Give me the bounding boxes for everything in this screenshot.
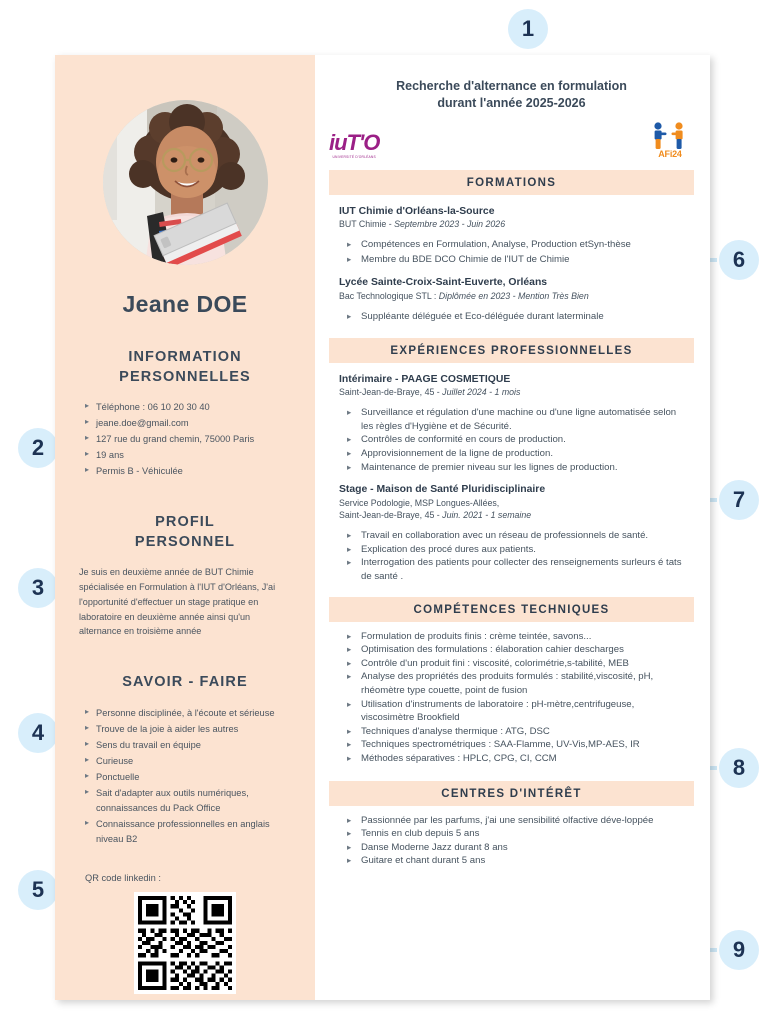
experience-bullets-1	[347, 406, 688, 474]
list-item: ▸ Curieuse	[85, 754, 297, 769]
entry-sub-italic: Juin. 2021 - 1 semaine	[442, 509, 532, 520]
entry-sub-plain2: Saint-Jean-de-Braye, 45 -	[339, 509, 443, 520]
list-item: ▸ Maintenance de premier niveau sur les lignes de production.	[347, 461, 688, 475]
entry-title: Intérimaire - PAAGE COSMETIQUE	[339, 373, 511, 385]
list-item: ▸ Suppléante déléguée et Eco-déléguée durant laterminale	[347, 310, 688, 324]
callout-9: 9	[719, 930, 759, 970]
entry-sub	[339, 218, 688, 230]
sidebar-heading-profile	[73, 513, 297, 552]
list-item: ▸ Permis B - Véhiculée	[85, 464, 297, 479]
entry-title: IUT Chimie d'Orléans-la-Source	[339, 205, 495, 217]
cv-sidebar	[55, 55, 315, 1000]
list-item: ▸ Personne disciplinée, à l'écoute et sérieuse	[85, 706, 297, 721]
list-item: ▸ Ponctuelle	[85, 770, 297, 785]
formations-bullets-2	[347, 310, 688, 324]
list-item: ▸ Trouve de la joie à aider les autres	[85, 722, 297, 737]
entry-sub-italic: Diplômée en 2023 - Mention Très Bien	[438, 290, 589, 301]
list-item: ▸ Optimisation des formulations : élaboration cahier descharges	[347, 643, 688, 657]
personal-info-list	[73, 400, 297, 479]
list-item: ▸ 19 ans	[85, 448, 297, 463]
sidebar-heading-profile-l2: PERSONNEL	[134, 533, 236, 550]
list-item: ▸ Analyse des propriétés des produits formulés : stabilité,viscosité, pH, rhéomètre type couette, point de fusion	[347, 670, 688, 697]
entry-sub-line2	[339, 509, 688, 521]
soft-skills-list	[73, 706, 297, 847]
section-bar-centres: CENTRES D'INTÉRÊT	[329, 781, 694, 806]
sidebar-heading-info-l1: INFORMATION	[128, 349, 242, 365]
page-title: Jeane DOE	[122, 291, 248, 317]
qr-code-label: QR code linkedin :	[85, 873, 161, 884]
section-bar-competences: COMPÉTENCES TECHNIQUES	[329, 597, 694, 622]
iut-orleans-logo: iuT'O UNIVERSITÉ D'ORLÉANS	[329, 129, 380, 159]
experience-bullets-2	[347, 529, 688, 583]
callout-3: 3	[18, 568, 58, 608]
list-item: ▸ Techniques spectrométriques : SAA-Flamme, UV-Vis,MP-AES, IR	[347, 738, 688, 752]
list-item: ▸ Interrogation des patients pour collecter des renseignements surleurs é tats de santé .	[347, 556, 688, 583]
cv-main	[315, 55, 710, 1000]
list-item: ▸ Surveillance et régulation d'une machine ou d'une ligne automatisée selon les règles d'Hygiène et de Sécurité.	[347, 406, 688, 433]
callout-1: 1	[508, 9, 548, 49]
entry-sub-italic: Juillet 2024 - 1 mois	[442, 387, 521, 398]
centres-bullets	[347, 814, 688, 868]
entry-sub-line1: Service Podologie, MSP Longues-Allées,	[339, 497, 500, 508]
list-item: ▸ Danse Moderne Jazz durant 8 ans	[347, 841, 688, 855]
sidebar-heading-skills-l1: SAVOIR - FAIRE	[122, 674, 248, 691]
section-bar-formations: FORMATIONS	[329, 170, 694, 195]
section-bar-experiences: EXPÉRIENCES PROFESSIONNELLES	[329, 338, 694, 363]
entry-sub-plain: BUT Chimie -	[339, 219, 395, 230]
list-item: ▸ Tennis en club depuis 5 ans	[347, 827, 688, 841]
list-item: ▸ Méthodes séparatives : HPLC, CPG, CI, CCM	[347, 752, 688, 766]
competences-bullets	[347, 630, 688, 766]
list-item: ▸ Formulation de produits finis : crème teintée, savons...	[347, 630, 688, 644]
entry-sub-plain: Bac Technologique STL :	[339, 290, 439, 301]
list-item: ▸ 127 rue du grand chemin, 75000 Paris	[85, 432, 297, 447]
centres-block	[329, 806, 694, 870]
list-item: ▸ Membre du BDE DCO Chimie de l'IUT de Chimie	[347, 253, 688, 267]
profile-paragraph: Je suis en deuxième année de BUT Chimie spécialisée en Formulation à l'IUT d'Orléans, J'ai l'opportunité d'effectuer un stage pratique en laboratoire en deuxième année ainsi qu'un alternance en troisième année	[79, 567, 276, 637]
list-item: ▸ Sait d'adapter aux outils numériques, connaissances du Pack Office	[85, 786, 297, 816]
entry-title: Stage - Maison de Santé Pluridisciplinaire	[339, 484, 546, 496]
list-item: ▸ Compétences en Formulation, Analyse, Production etSyn-thèse	[347, 238, 688, 252]
callout-7: 7	[719, 480, 759, 520]
headline-line2: durant l'année 2025-2026	[437, 96, 586, 111]
formations-block	[329, 195, 694, 327]
avatar	[103, 100, 268, 265]
list-item: ▸ Connaissance professionnelles en anglais niveau B2	[85, 817, 297, 847]
list-item: ▸ Utilisation d'instruments de laboratoire : pH-mètre,centrifugeuse, viscosimètre Brookfield	[347, 698, 688, 725]
cv-page	[55, 55, 710, 1000]
callout-6: 6	[719, 240, 759, 280]
list-item: ▸ Contrôle d'un produit fini : viscosité, colorimétrie,s-tabilité, MEB	[347, 657, 688, 671]
experiences-block	[329, 363, 694, 586]
entry-sub	[339, 386, 688, 398]
sidebar-heading-profile-l1: PROFIL	[155, 514, 215, 531]
list-item: ▸ Sens du travail en équipe	[85, 738, 297, 753]
entry-sub-italic: Septembre 2023 - Juin 2026	[394, 219, 506, 230]
formations-bullets-1	[347, 238, 688, 266]
callout-5: 5	[18, 870, 58, 910]
list-item: ▸ Guitare et chant durant 5 ans	[347, 854, 688, 868]
logo-row	[329, 117, 694, 159]
afi24-logo: AFi24	[646, 121, 694, 159]
headline	[329, 78, 694, 113]
sidebar-heading-info	[73, 348, 297, 387]
list-item: ▸ Explication des procé dures aux patients.	[347, 543, 688, 557]
list-item: ▸ Techniques d'analyse thermique : ATG, DSC	[347, 725, 688, 739]
sidebar-heading-info-l2: PERSONNELLES	[119, 368, 251, 385]
list-item: ▸ Travail en collaboration avec un réseau de professionnels de santé.	[347, 529, 688, 543]
list-item: ▸ Téléphone : 06 10 20 30 40	[85, 400, 297, 415]
competences-block	[329, 622, 694, 768]
list-item: ▸ jeane.doe@gmail.com	[85, 416, 297, 431]
callout-4: 4	[18, 713, 58, 753]
entry-sub	[339, 290, 688, 302]
callout-2: 2	[18, 428, 58, 468]
entry-title: Lycée Sainte-Croix-Saint-Euverte, Orléans	[339, 277, 548, 289]
list-item: ▸ Passionnée par les parfums, j'ai une sensibilité olfactive déve-loppée	[347, 814, 688, 828]
list-item: ▸ Approvisionnement de la ligne de production.	[347, 447, 688, 461]
entry-sub-plain: Saint-Jean-de-Braye, 45 -	[339, 387, 443, 398]
headline-line1: Recherche d'alternance en formulation	[396, 79, 627, 93]
qr-code-linkedin[interactable]	[134, 892, 236, 994]
callout-8: 8	[719, 748, 759, 788]
list-item: ▸ Contrôles de conformité en cours de production.	[347, 433, 688, 447]
sidebar-heading-skills	[73, 673, 297, 693]
